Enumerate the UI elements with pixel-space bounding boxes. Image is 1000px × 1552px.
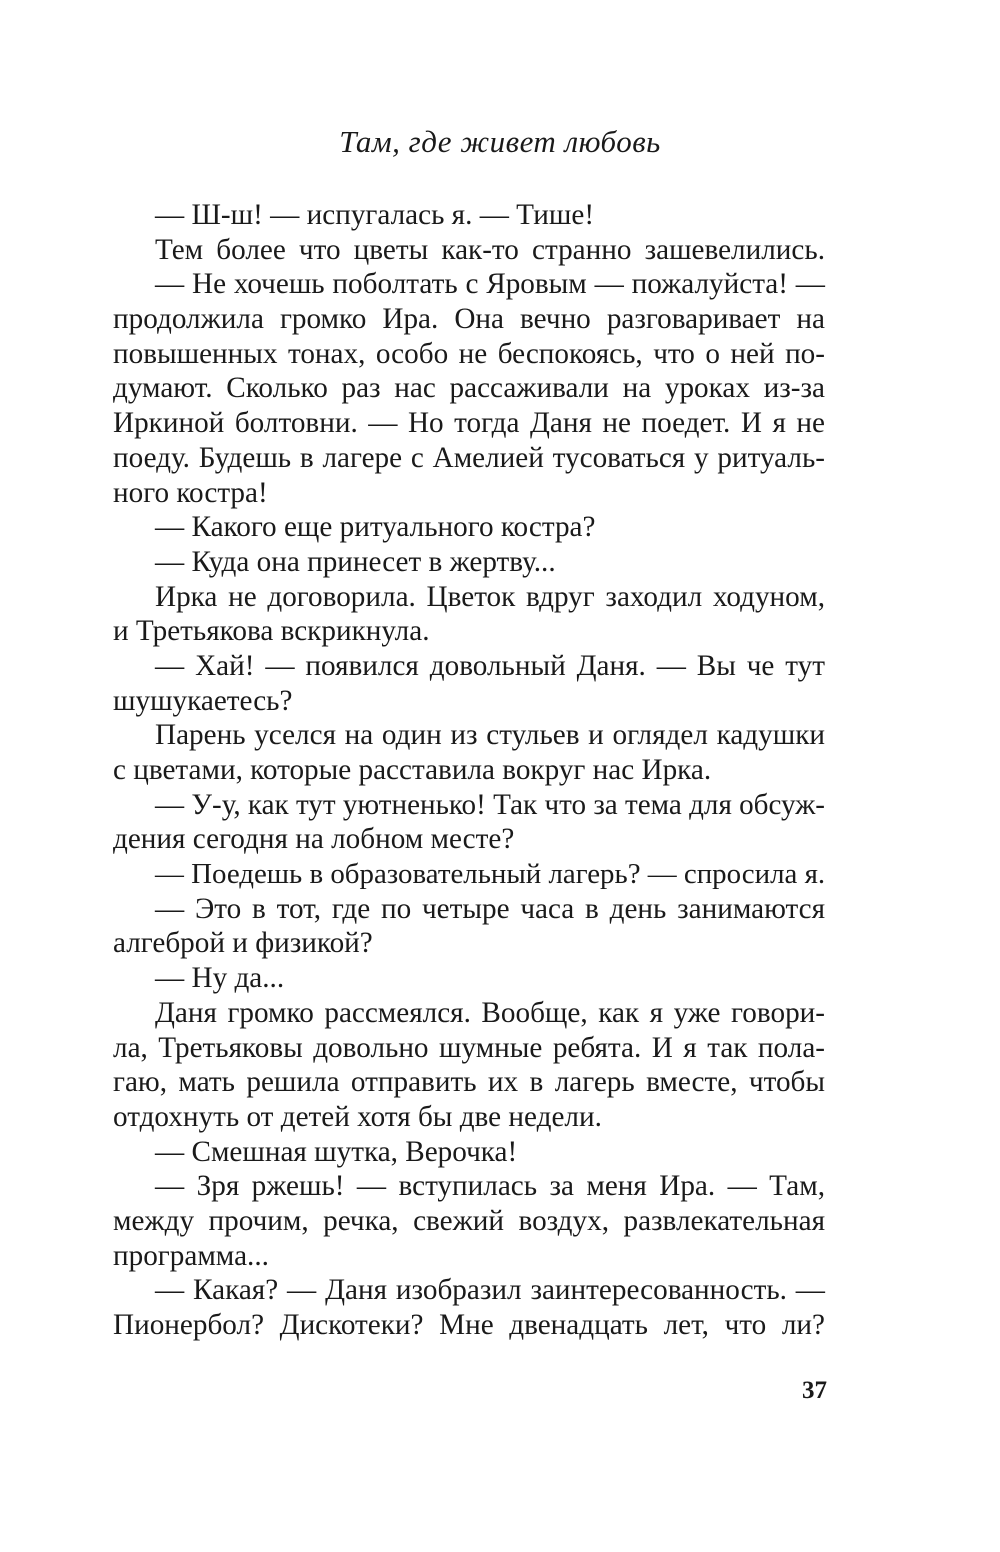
text-line: — Не хочешь поболтать с Яровым — пожалуйста! — <box>155 268 825 301</box>
text-line: — Поедешь в образовательный лагерь? — спросила я. <box>155 858 826 891</box>
text-line: Даня громко рассмеялся. Вообще, как я уже говори- <box>155 996 825 1029</box>
text-line: — Смешная шутка, Верочка! <box>155 1135 518 1168</box>
text-line: думают. Сколько раз нас рассаживали на уроках из-за <box>113 372 825 405</box>
text-line: Тем более что цветы как-то странно зашевелились. <box>155 233 825 266</box>
text-line: Ирка не договорила. Цветок вдруг заходил ходуном, <box>155 580 825 613</box>
page-number: 37 <box>802 1377 827 1404</box>
text-line: — Хай! — появился довольный Даня. — Вы че тут <box>155 649 825 682</box>
text-line: — У-у, как тут уютненько! Так что за тема для обсуж- <box>155 788 825 821</box>
text-line: — Ш-ш! — испугалась я. — Тише! <box>155 199 595 231</box>
text-line: ла, Третьяковы довольно шумные ребята. И я так пола- <box>113 1031 825 1064</box>
text-line: — Зря ржешь! — вступилась за меня Ира. — Там, <box>155 1170 825 1203</box>
running-head: Там, где живет любовь <box>339 124 661 159</box>
body-text <box>113 198 825 1343</box>
text-line: отдохнуть от детей хотя бы две недели. <box>113 1100 602 1133</box>
text-line: между прочим, речка, свежий воздух, развлекательная <box>113 1204 825 1237</box>
text-line: — Куда она принесет в жертву... <box>155 545 556 578</box>
text-line: — Какая? — Даня изобразил заинтересованность. — <box>155 1274 825 1307</box>
text-line: — Ну да... <box>155 962 285 995</box>
text-line: — Это в тот, где по четыре часа в день занимаются <box>155 892 825 925</box>
text-line: ного костра! <box>113 476 268 509</box>
text-line: повышенных тонах, особо не беспокоясь, что о ней по- <box>113 337 825 370</box>
text-line: Парень уселся на один из стульев и оглядел кадушки <box>155 719 825 752</box>
text-line: дения сегодня на лобном месте? <box>113 823 515 856</box>
text-line: шушукаетесь? <box>113 684 293 717</box>
text-line: — Какого еще ритуального костра? <box>155 511 596 544</box>
text-line: Пионербол? Дискотеки? Мне двенадцать лет, что ли? <box>113 1309 825 1341</box>
text-line: и Третьякова вскрикнула. <box>113 615 430 648</box>
text-line: алгеброй и физикой? <box>113 927 373 960</box>
text-line: поеду. Будешь в лагере с Амелией тусоваться у ритуаль- <box>113 441 825 474</box>
text-line: Иркиной болтовни. — Но тогда Даня не поедет. И я не <box>113 407 825 440</box>
text-line: программа... <box>113 1239 269 1272</box>
text-line: с цветами, которые расставила вокруг нас Ирка. <box>113 754 712 786</box>
text-line: гаю, мать решила отправить их в лагерь вместе, чтобы <box>113 1066 825 1099</box>
text-line: продолжила громко Ира. Она вечно разговаривает на <box>113 303 825 336</box>
